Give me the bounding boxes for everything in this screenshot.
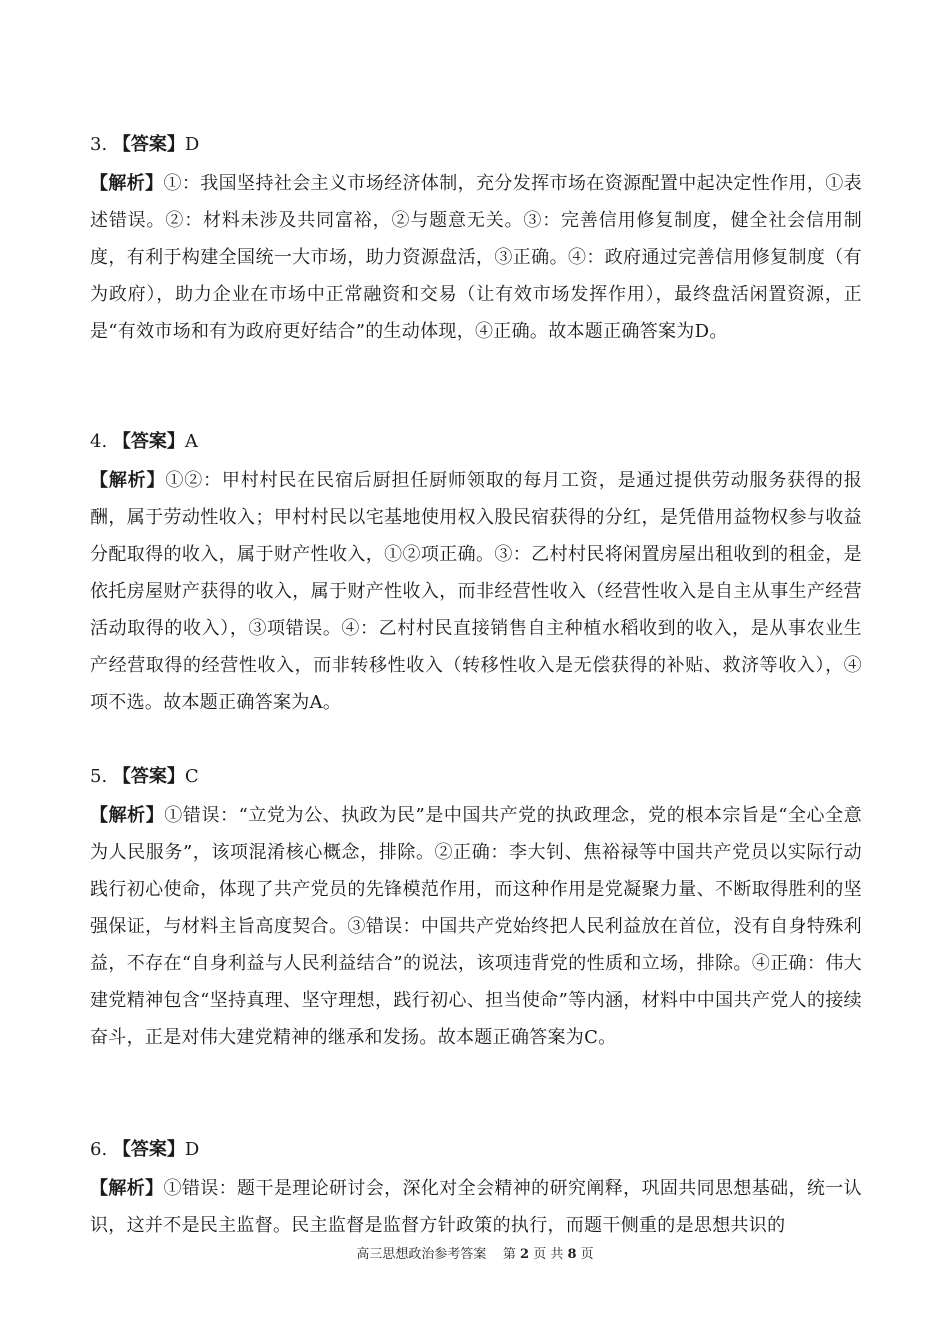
- footer-page-suffix: 页: [580, 1247, 594, 1262]
- analysis-paragraph: [90, 165, 862, 350]
- analysis-paragraph: [90, 797, 862, 1056]
- answer-label: 【答案】: [112, 766, 185, 787]
- analysis-text: ①错误：题干是理论研讨会，深化对全会精神的研究阐释，巩固共同思想基础，统一认识，这并不是民主监督。民主监督是监督方针政策的执行，而题干侧重的是思想共识的: [90, 1178, 862, 1236]
- question-6: [90, 1138, 862, 1244]
- question-header: [90, 765, 862, 789]
- analysis-paragraph: [90, 462, 862, 721]
- answer-label: 【答案】: [112, 134, 185, 155]
- answer-value: D: [184, 1139, 200, 1160]
- question-number: 5.: [90, 766, 108, 787]
- analysis-paragraph: [90, 1170, 862, 1244]
- question-number: 6.: [90, 1139, 108, 1160]
- answer-value: D: [184, 134, 200, 155]
- question-5: [90, 765, 862, 1056]
- analysis-label: 【解析】: [90, 1178, 164, 1199]
- answer-label: 【答案】: [112, 1139, 185, 1160]
- analysis-label: 【解析】: [90, 173, 164, 194]
- question-number: 3.: [90, 134, 108, 155]
- answer-label: 【答案】: [112, 431, 185, 452]
- question-number: 4.: [90, 431, 108, 452]
- footer-title: 高三思想政治参考答案: [356, 1247, 487, 1262]
- analysis-text: ①：我国坚持社会主义市场经济体制，充分发挥市场在资源配置中起决定性作用，①表述错误。②：材料未涉及共同富裕，②与题意无关。③：完善信用修复制度，健全社会信用制度，有利于构建全国统一大市场，助力资源盘活，③正确。④：政府通过完善信用修复制度（有为政府），助力企业在市场中正常融资和交易（让有效市场发挥作用），最终盘活闲置资源，正是“有效市场和有为政府更好结合”的生动体现，④正确。故本题正确答案为D。: [90, 173, 862, 342]
- question-header: [90, 133, 862, 157]
- question-3: [90, 133, 862, 350]
- footer-page-prefix: 第: [502, 1247, 516, 1262]
- analysis-text: ①②：甲村村民在民宿后厨担任厨师领取的每月工资，是通过提供劳动服务获得的报酬，属于劳动性收入；甲村村民以宅基地使用权入股民宿获得的分红，是凭借用益物权参与收益分配取得的收入，属于财产性收入，①②项正确。③：乙村村民将闲置房屋出租收到的租金，是依托房屋财产获得的收入，属于财产性收入，而非经营性收入（经营性收入是自主从事生产经营活动取得的收入），③项错误。④：乙村村民直接销售自主种植水稻收到的收入，是从事农业生产经营取得的经营性收入，而非转移性收入（转移性收入是无偿获得的补贴、救济等收入），④项不选。故本题正确答案为A。: [90, 470, 862, 713]
- analysis-text: ①错误：“立党为公、执政为民”是中国共产党的执政理念，党的根本宗旨是“全心全意为人民服务”，该项混淆核心概念，排除。②正确：李大钊、焦裕禄等中国共产党员以实际行动践行初心使命，体现了共产党员的先锋模范作用，而这种作用是党凝聚力量、不断取得胜利的坚强保证，与材料主旨高度契合。③错误：中国共产党始终把人民利益放在首位，没有自身特殊利益，不存在“自身利益与人民利益结合”的说法，该项违背党的性质和立场，排除。④正确：伟大建党精神包含“坚持真理、坚守理想，践行初心、担当使命”等内涵，材料中中国共产党人的接续奋斗，正是对伟大建党精神的继承和发扬。故本题正确答案为C。: [90, 805, 862, 1048]
- analysis-label: 【解析】: [90, 805, 165, 826]
- page-footer: [0, 1246, 950, 1264]
- question-header: [90, 430, 862, 454]
- question-4: [90, 430, 862, 721]
- analysis-label: 【解析】: [90, 470, 166, 491]
- footer-page-mid: 页 共: [533, 1247, 564, 1262]
- answer-value: A: [184, 431, 198, 452]
- footer-page-total: 8: [567, 1247, 577, 1262]
- footer-page-current: 2: [520, 1247, 530, 1262]
- answer-value: C: [184, 766, 199, 787]
- question-header: [90, 1138, 862, 1162]
